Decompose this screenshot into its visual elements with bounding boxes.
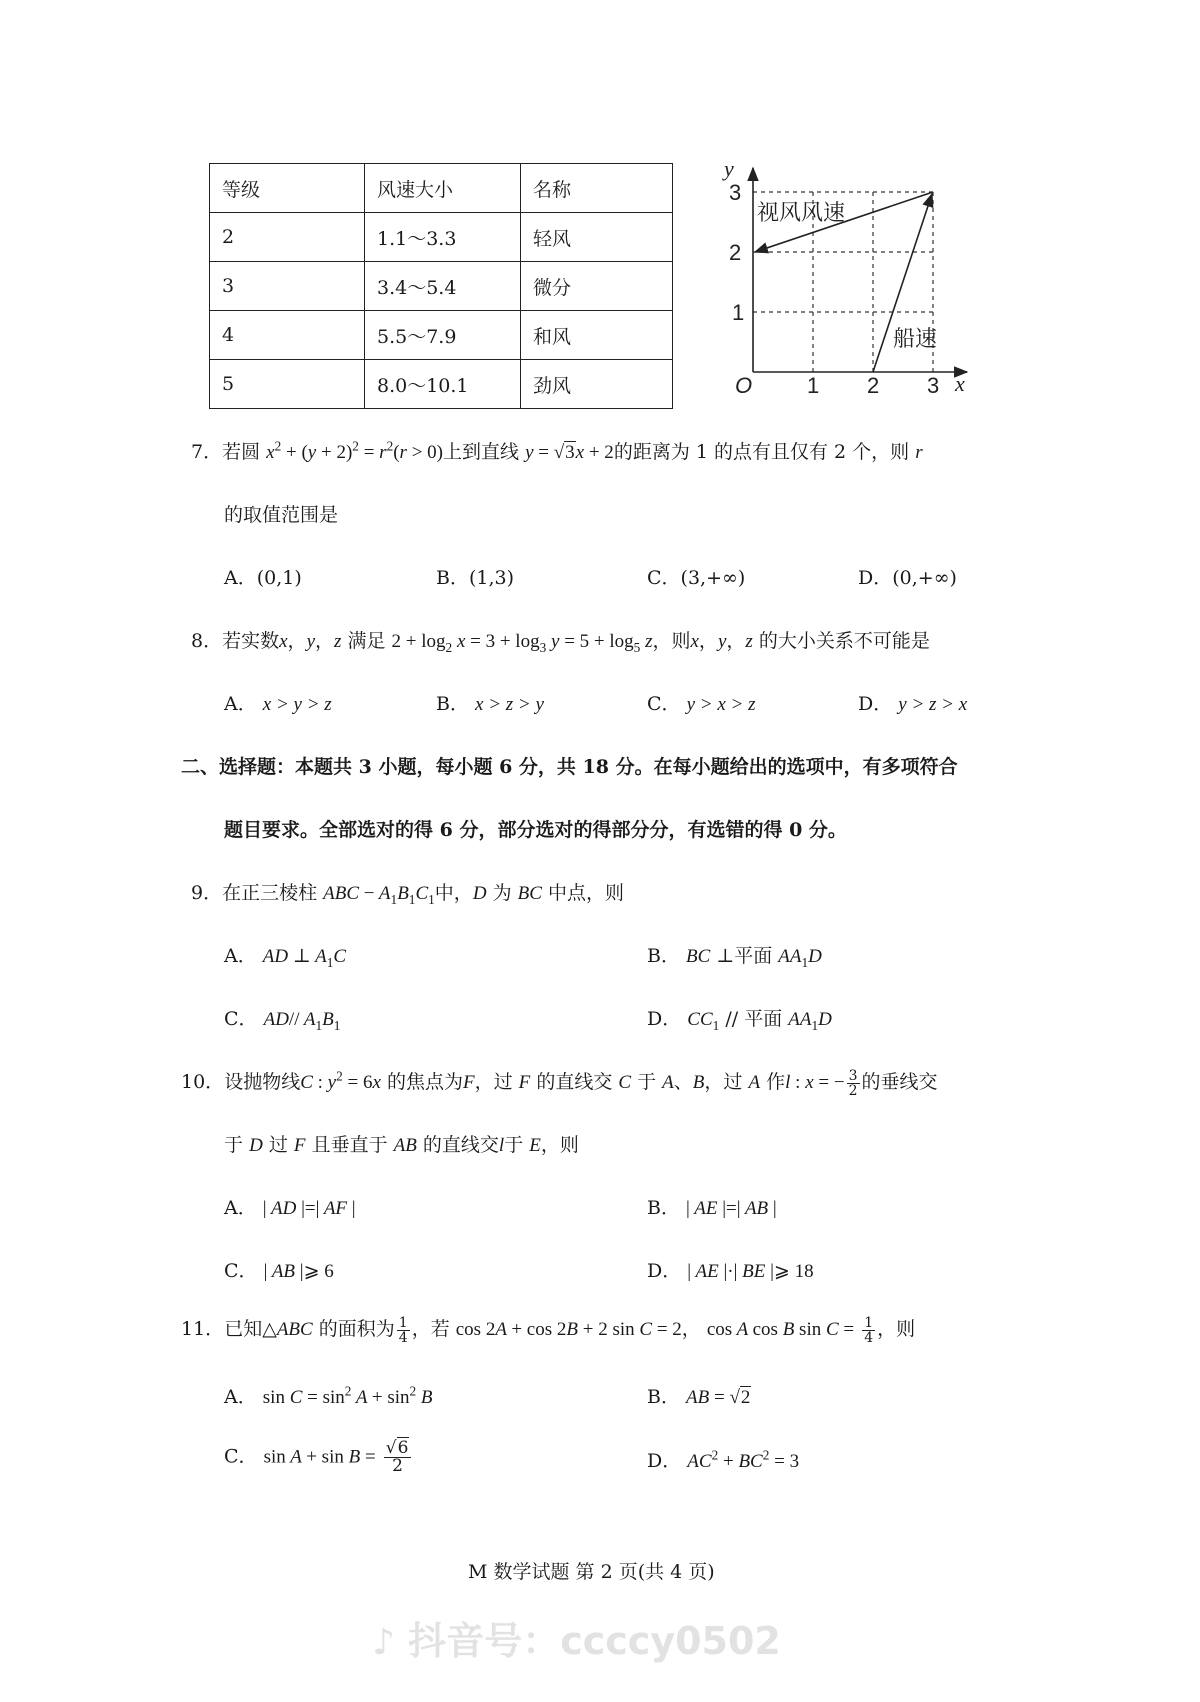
math-log-equation: $2 + \log_2 x = 3 + \log_3 y = 5 + \log_5 z$: [391, 631, 653, 655]
table-cell: 5.5～7.9: [365, 311, 521, 360]
q11-option-c: C． sin A + sin B = $\frac{√6}{2}$: [224, 1440, 413, 1475]
q10-option-c: C． | AB |⩾ 6: [224, 1260, 334, 1282]
table-cell: 8.0～10.1: [365, 360, 521, 409]
table-header-cell: 名称: [521, 164, 673, 213]
question-number: 9．: [191, 882, 223, 904]
table-row: [210, 213, 673, 262]
question-10: 10．设抛物线C : $y^2 = 6x$ 的焦点为F，过 F 的直线交 C 于 A、B，过 A 作l : x = − $\frac{3}{2}$ 的垂线交: [181, 1067, 938, 1099]
q9-option-d: D． $CC_1$ // 平面 $AA_1D$: [647, 1008, 832, 1033]
table-cell: 和风: [521, 311, 673, 360]
q11-option-b: B． AB = √2: [647, 1386, 751, 1408]
table-cell: 4: [210, 311, 365, 360]
section-2-header-line-1: 二、选择题：本题共 3 小题，每小题 6 分，共 18 分。在每小题给出的选项中，有多项符合: [181, 756, 958, 778]
q10-option-d: D． | AE |·| BE |⩾ 18: [647, 1260, 814, 1282]
x-axis-label: x: [955, 371, 965, 396]
table-cell: 3.4～5.4: [365, 262, 521, 311]
q8-option-d: D． y > z > x: [858, 693, 968, 715]
table-cell: 微分: [521, 262, 673, 311]
question-7-line-2: 的取值范围是: [224, 504, 339, 526]
q7-option-a: A．(0,1): [224, 567, 302, 589]
y-tick-label: 1: [732, 300, 745, 325]
table-cell: 5: [210, 360, 365, 409]
q9-option-a: A． AD ⊥ $A_1C$: [224, 945, 347, 970]
question-number: 8．: [191, 630, 223, 652]
q10-option-b: B． | AE |=| AB |: [647, 1197, 777, 1219]
question-text: 的距离为 1 的点有且仅有 2 个，则: [613, 441, 910, 463]
y-tick-label: 3: [729, 180, 742, 205]
question-8: 8．若实数x，y，z 满足 $2 + \log_2 x = 3 + \log_3 y = 5 + \log_5 z$，则x，y，z 的大小关系不可能是: [191, 630, 930, 655]
y-tick-label: 2: [729, 240, 742, 265]
question-7: 7．若圆 $x^2 + (y + 2)^2 = r^2(r > 0)$上到直线 y = √3x + 2的距离为 1 的点有且仅有 2 个，则 r: [191, 438, 923, 463]
question-number: 7．: [191, 441, 223, 463]
table-cell: 2: [210, 213, 365, 262]
boat-vector-label: 船速: [893, 327, 938, 352]
q9-option-c: C． AD// $A_1B_1$: [224, 1008, 341, 1033]
wind-vector-figure: [715, 160, 975, 405]
question-number: 11．: [181, 1318, 225, 1340]
q9-option-b: B． BC ⊥平面 $AA_1D$: [647, 945, 822, 970]
watermark-text: 抖音号：ccccy0502: [408, 1619, 781, 1663]
question-11: 11．已知△ABC 的面积为 $\frac{1}{4}$ ，若 cos 2A + cos 2B + 2 sin C = 2， cos A cos B sin C = $\frac{1}{4}$ ，则: [181, 1314, 916, 1346]
x-tick-label: 3: [927, 373, 940, 398]
wind-vector-label: 视风风速: [757, 201, 846, 226]
table-cell: 3: [210, 262, 365, 311]
table-row: [210, 360, 673, 409]
question-9: 9．在正三棱柱 ABC − $A_1B_1C_1$中，D 为 BC 中点，则: [191, 882, 624, 907]
q7-option-b: B．(1,3): [436, 567, 515, 589]
x-tick-label: 2: [867, 373, 880, 398]
table-row: [210, 262, 673, 311]
table-header-row: [210, 164, 673, 213]
table-cell: 1.1～3.3: [365, 213, 521, 262]
watermark: [372, 1610, 781, 1665]
math-circle-equation: $x^2 + (y + 2)^2 = r^2(r > 0)$: [266, 438, 443, 463]
q11-option-a: A． $\sin C = \sin^2 A + \sin^2 B$: [224, 1383, 433, 1408]
table-cell: 劲风: [521, 360, 673, 409]
question-text: 若圆: [222, 441, 261, 463]
tiktok-logo-icon: ♪: [372, 1622, 395, 1663]
q7-option-d: D．(0,+∞): [858, 567, 957, 589]
q8-option-b: B． x > z > y: [436, 693, 544, 715]
table-cell: 轻风: [521, 213, 673, 262]
question-text: 上到直线: [443, 441, 520, 463]
q8-option-a: A． x > y > z: [224, 693, 332, 715]
math-line-equation: y = √3x + 2: [525, 442, 614, 463]
q7-option-c: C．(3,+∞): [647, 567, 746, 589]
table-header-cell: 风速大小: [365, 164, 521, 213]
q8-option-c: C． y > x > z: [647, 693, 756, 715]
question-number: 10．: [181, 1071, 225, 1093]
section-2-header-line-2: 题目要求。全部选对的得 6 分，部分选对的得部分分，有选错的得 0 分。: [224, 819, 847, 841]
y-axis-label: y: [724, 160, 734, 181]
x-tick-label: 1: [807, 373, 820, 398]
question-10-line-2: 于 D 过 F 且垂直于 AB 的直线交l于 E，则: [224, 1134, 579, 1156]
wind-speed-table: [209, 163, 673, 409]
q11-option-d: D． $AC^2 + BC^2 = 3$: [647, 1447, 800, 1472]
origin-label: O: [735, 373, 753, 398]
table-header-cell: 等级: [210, 164, 365, 213]
page-footer: M 数学试题 第 2 页(共 4 页): [468, 1561, 715, 1583]
q10-option-a: A． | AD |=| AF |: [224, 1197, 356, 1219]
table-row: [210, 311, 673, 360]
